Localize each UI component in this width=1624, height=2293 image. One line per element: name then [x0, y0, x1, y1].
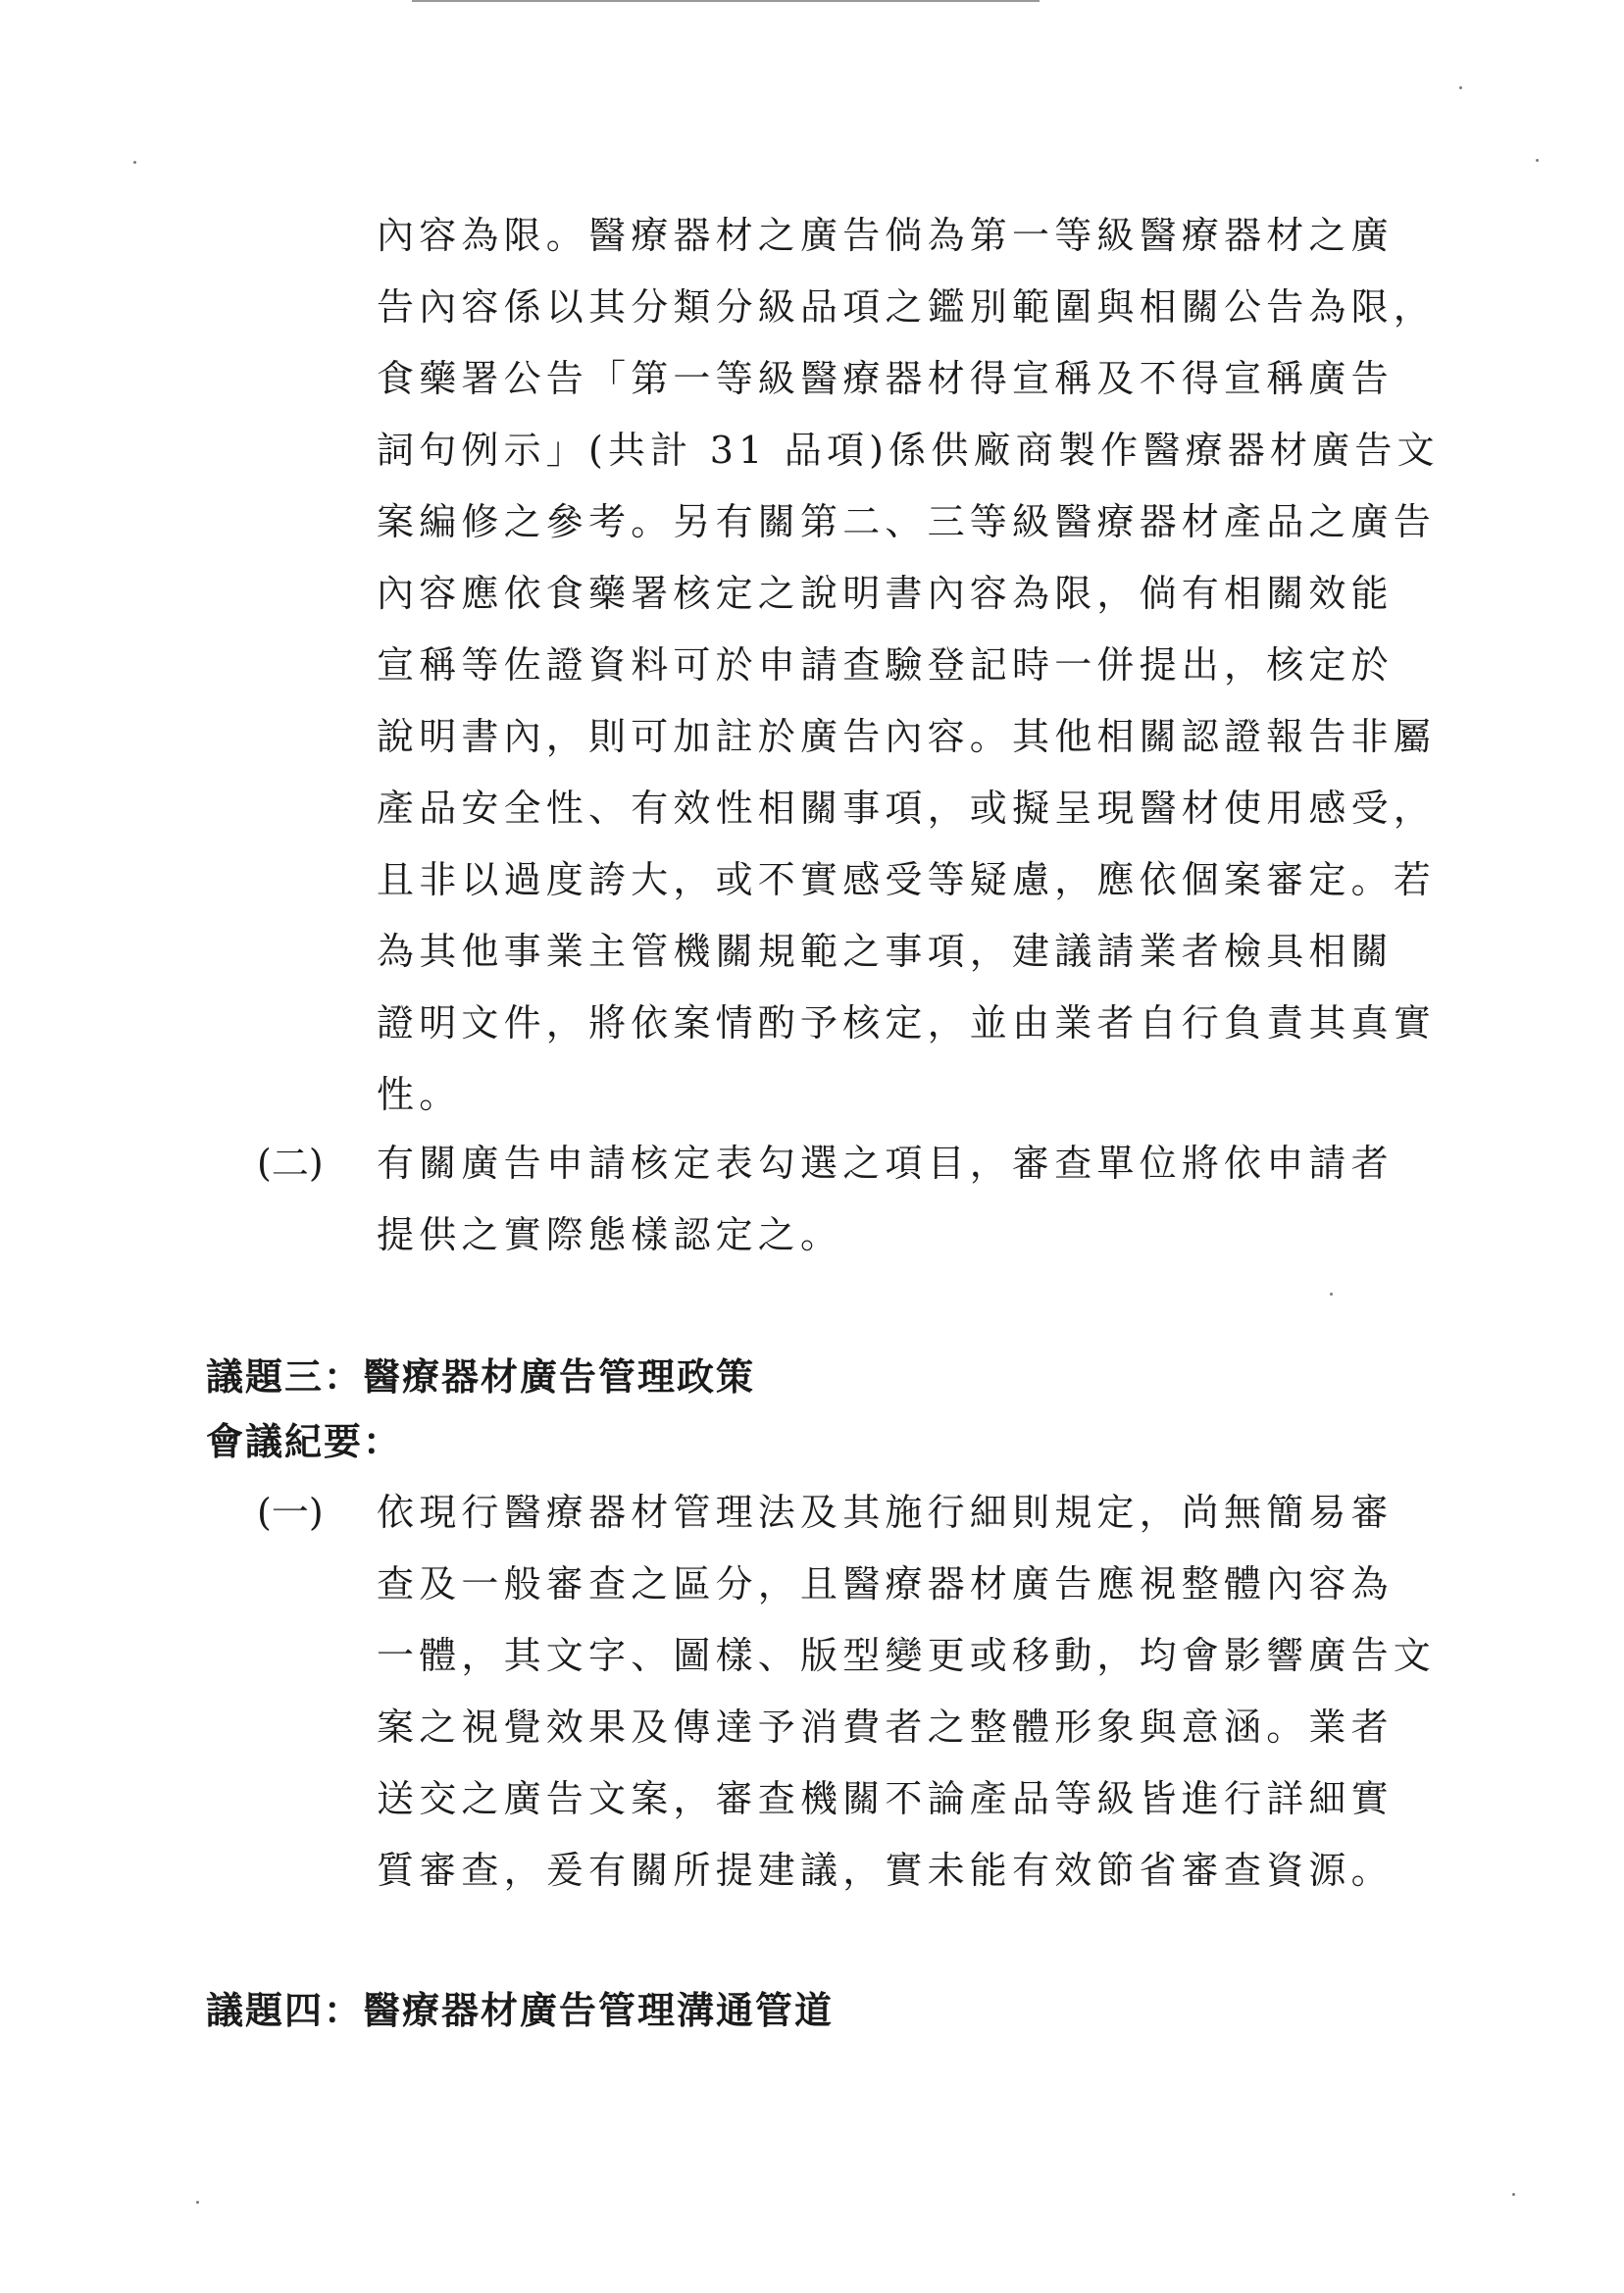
text-line: 為其他事業主管機關規範之事項，建議請業者檢具相關 [377, 930, 1394, 973]
scan-speck [1330, 1293, 1333, 1296]
text-line: 食藥署公告「第一等級醫療器材得宣稱及不得宣稱廣告 [377, 357, 1394, 400]
scan-speck [196, 2201, 199, 2204]
text-line: 查及一般審查之區分，且醫療器材廣告應視整體內容為 [377, 1562, 1394, 1605]
text-line: 有關廣告申請核定表勾選之項目，審查單位將依申請者 [377, 1142, 1394, 1185]
text-line: 提供之實際態樣認定之。 [377, 1213, 843, 1256]
text-line: 告內容係以其分類分級品項之鑑別範圍與相關公告為限， [377, 285, 1437, 329]
scan-speck [1536, 159, 1539, 162]
text-line: 質審查，爰有關所提建議，實未能有效節省審查資源。 [377, 1849, 1394, 1892]
text-line: 內容應依食藥署核定之說明書內容為限，倘有相關效能 [377, 572, 1394, 615]
text-line: 內容為限。醫療器材之廣告倘為第一等級醫療器材之廣 [377, 214, 1394, 257]
minutes-label: 會議紀要： [206, 1419, 403, 1463]
text-line: 案編修之參考。另有關第二、三等級醫療器材產品之廣告 [377, 500, 1437, 543]
item-number: (一) [257, 1491, 324, 1534]
text-line: 宣稱等佐證資料可於申請查驗登記時一併提出，核定於 [377, 643, 1394, 687]
text-line: 一體，其文字、圖樣、版型變更或移動，均會影響廣告文 [377, 1634, 1437, 1677]
topic3-heading: 議題三：醫療器材廣告管理政策 [206, 1354, 756, 1399]
scan-speck [133, 161, 136, 164]
text-line: 且非以過度誇大，或不實感受等疑慮，應依個案審定。若 [377, 858, 1437, 901]
text-line: 性。 [377, 1073, 462, 1116]
scan-edge-mark [412, 0, 1040, 2]
item-number: (二) [257, 1142, 324, 1185]
text-line: 說明書內，則可加註於廣告內容。其他相關認證報告非屬 [377, 715, 1437, 758]
scan-speck [1459, 86, 1462, 89]
scan-speck [1512, 2193, 1515, 2196]
text-line: 送交之廣告文案，審查機關不論產品等級皆進行詳細實 [377, 1777, 1394, 1820]
topic4-heading: 議題四：醫療器材廣告管理溝通管道 [206, 1988, 835, 2032]
text-line: 產品安全性、有效性相關事項，或擬呈現醫材使用感受， [377, 787, 1437, 830]
text-line: 依現行醫療器材管理法及其施行細則規定，尚無簡易審 [377, 1491, 1394, 1534]
text-line: 案之視覺效果及傳達予消費者之整體形象與意涵。業者 [377, 1706, 1394, 1749]
text-line: 證明文件，將依案情酌予核定，並由業者自行負責其真實 [377, 1001, 1437, 1045]
text-line: 詞句例示」(共計 31 品項)係供廠商製作醫療器材廣告文 [377, 429, 1440, 472]
